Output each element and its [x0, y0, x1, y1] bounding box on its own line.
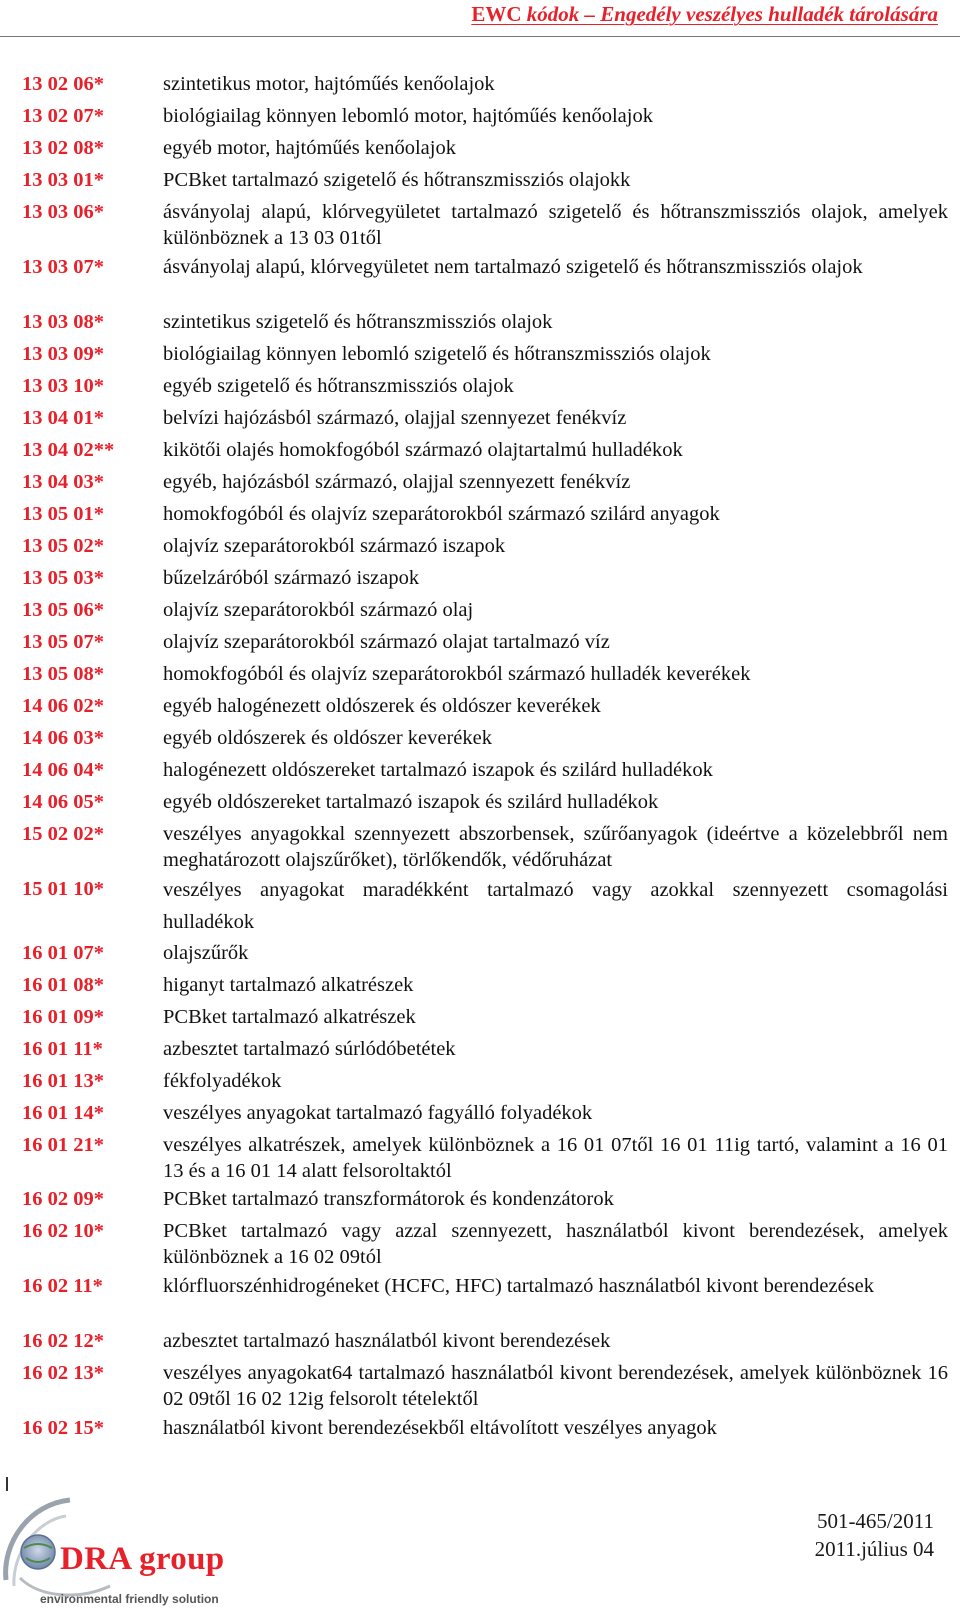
ewc-code: 16 01 11* [22, 1038, 103, 1060]
ewc-code: 13 05 07* [22, 631, 104, 653]
ewc-code: 13 03 10* [22, 375, 104, 397]
ewc-code: 13 02 06* [22, 73, 104, 95]
ewc-code: 16 01 07* [22, 942, 104, 964]
ewc-description: kikötői olajés homokfogóból származó olajtartalmú hulladékok [163, 439, 683, 461]
ewc-description: PCBket tartalmazó szigetelő és hőtranszmissziós olajokk [163, 169, 631, 191]
ewc-description: olajszűrők [163, 942, 249, 964]
ewc-code: 14 06 03* [22, 727, 104, 749]
ewc-description: veszélyes alkatrészek, amelyek különböznek a 16 01 07től 16 01 11ig tartó, valamint a 16 01 13 és a 16 01 14 alatt felsoroltaktól [163, 1134, 948, 1182]
ewc-description: szintetikus motor, hajtóműés kenőolajok [163, 73, 495, 95]
logo-wordmark: DRA group [60, 1541, 225, 1577]
document-number: 501-465/2011 [816, 1509, 934, 1533]
ewc-code: 16 01 08* [22, 974, 104, 996]
ewc-code: 14 06 05* [22, 791, 104, 813]
ewc-code: 13 03 08* [22, 311, 104, 333]
ewc-description: halogénezett oldószereket tartalmazó iszapok és szilárd hulladékok [163, 759, 713, 781]
ewc-description: egyéb oldószerek és oldószer keverékek [163, 727, 492, 749]
ewc-description: egyéb szigetelő és hőtranszmissziós olajok [163, 375, 514, 397]
ewc-code: 13 02 07* [22, 105, 104, 127]
ewc-description: biológiailag könnyen lebomló szigetelő és hőtranszmissziós olajok [163, 343, 711, 365]
ewc-code: 14 06 04* [22, 759, 104, 781]
ewc-description: olajvíz szeparátorokból származó olajat tartalmazó víz [163, 631, 610, 653]
ewc-code: 13 03 07* [22, 256, 104, 278]
header-title-rest: kódok – Engedély veszélyes hulladék tárolására [521, 2, 938, 26]
ewc-code: 16 02 09* [22, 1188, 104, 1210]
ewc-description: homokfogóból és olajvíz szeparátorokból származó szilárd anyagok [163, 503, 720, 525]
ewc-code: 14 06 02* [22, 695, 104, 717]
logo-tagline: environmental friendly solution [40, 1592, 219, 1606]
ewc-code: 16 02 12* [22, 1330, 104, 1352]
ewc-code: 16 01 21* [22, 1134, 104, 1156]
ewc-code: 13 03 09* [22, 343, 104, 365]
ewc-code: 15 02 02* [22, 823, 104, 845]
ewc-description: azbesztet tartalmazó súrlódóbetétek [163, 1038, 456, 1060]
ewc-code: 16 01 14* [22, 1102, 104, 1124]
ewc-description: olajvíz szeparátorokból származó olaj [163, 599, 474, 621]
ewc-description: veszélyes anyagokkal szennyezett abszorbensek, szűrőanyagok (ideértve a közelebbről nem meghatározott olajszűrőket), törlőkendők, védőruházat [163, 823, 948, 871]
ewc-code: 16 02 10* [22, 1220, 104, 1242]
ewc-code: 13 05 06* [22, 599, 104, 621]
ewc-description: szintetikus szigetelő és hőtranszmissziós olajok [163, 311, 553, 333]
ewc-description: biológiailag könnyen lebomló motor, hajtóműés kenőolajok [163, 105, 653, 127]
ewc-description: egyéb motor, hajtóműés kenőolajok [163, 137, 456, 159]
ewc-description: belvízi hajózásból származó, olajjal szennyezet fenékvíz [163, 407, 627, 429]
document-date: 2011.július 04 [814, 1537, 934, 1561]
ewc-code: 16 02 13* [22, 1362, 104, 1384]
ewc-description: klórfluorszénhidrogéneket (HCFC, HFC) tartalmazó használatból kivont berendezések [163, 1275, 875, 1297]
ewc-description: veszélyes anyagokat64 tartalmazó használatból kivont berendezések, amelyek különböznek 16 02 09től 16 02 12ig felsorolt tételektől [163, 1362, 948, 1410]
ewc-description: higanyt tartalmazó alkatrészek [163, 974, 414, 996]
ewc-code: 13 05 03* [22, 567, 104, 589]
header-divider [0, 36, 960, 37]
ewc-code: 13 05 02* [22, 535, 104, 557]
ewc-description: homokfogóból és olajvíz szeparátorokból származó hulladék keverékek [163, 663, 751, 685]
ewc-code: 13 02 08* [22, 137, 104, 159]
ewc-code: 13 04 03* [22, 471, 104, 493]
ewc-description: bűzelzáróból származó iszapok [163, 567, 420, 589]
ewc-description: azbesztet tartalmazó használatból kivont berendezések [163, 1330, 611, 1352]
ewc-description: veszélyes anyagokat tartalmazó fagyálló folyadékok [163, 1102, 593, 1124]
ewc-description: ásványolaj alapú, klórvegyületet tartalmazó szigetelő és hőtranszmissziós olajok, amelyek különböznek a 13 03 01től [163, 201, 948, 249]
header-title [471, 2, 938, 27]
ewc-code: 16 01 09* [22, 1006, 104, 1028]
ewc-code: 16 01 13* [22, 1070, 104, 1092]
ewc-code: 16 02 15* [22, 1417, 104, 1439]
ewc-code: 13 05 01* [22, 503, 104, 525]
ewc-description: egyéb, hajózásból származó, olajjal szennyezett fenékvíz [163, 471, 631, 493]
header-title-lead: EWC [471, 2, 522, 26]
ewc-code: 13 03 01* [22, 169, 104, 191]
ewc-code: 13 05 08* [22, 663, 104, 685]
ewc-description: olajvíz szeparátorokból származó iszapok [163, 535, 506, 557]
ewc-description: PCBket tartalmazó alkatrészek [163, 1006, 416, 1028]
page-header [0, 0, 960, 42]
ewc-code: 13 04 02** [22, 439, 115, 461]
ewc-code: 13 04 01* [22, 407, 104, 429]
ewc-code: 15 01 10* [22, 878, 104, 900]
ewc-description: PCBket tartalmazó transzformátorok és kondenzátorok [163, 1188, 614, 1210]
ewc-description: fékfolyadékok [163, 1070, 282, 1092]
ewc-description: egyéb oldószereket tartalmazó iszapok és szilárd hulladékok [163, 791, 659, 813]
ewc-code: 13 03 06* [22, 201, 104, 223]
ewc-code: 16 02 11* [22, 1275, 103, 1297]
ewc-description: veszélyes anyagokat maradékként tartalmazó vagy azokkal szennyezett csomagolási hulladékok [163, 879, 948, 933]
ewc-description: ásványolaj alapú, klórvegyületet nem tartalmazó szigetelő és hőtranszmissziós olajok [163, 256, 863, 278]
ewc-description: egyéb halogénezett oldószerek és oldószer keverékek [163, 695, 601, 717]
ewc-description: PCBket tartalmazó vagy azzal szennyezett, használatból kivont berendezések, amelyek különböznek a 16 02 09tól [163, 1220, 948, 1268]
ewc-description: használatból kivont berendezésekből eltávolított veszélyes anyagok [163, 1417, 717, 1439]
